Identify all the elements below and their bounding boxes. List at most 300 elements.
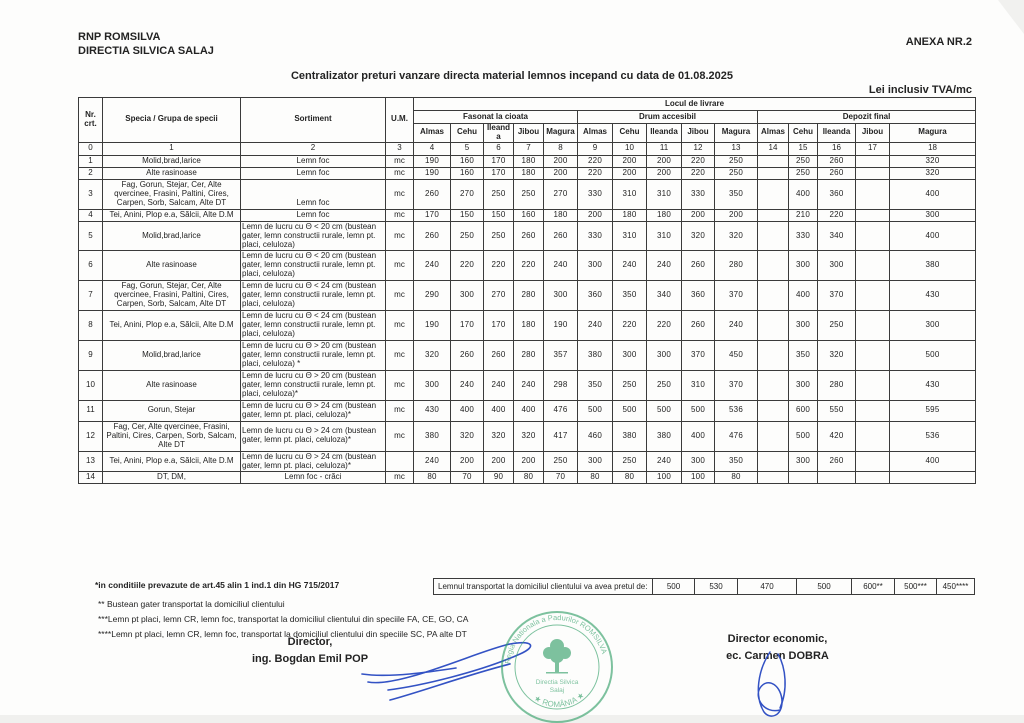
price-cell: 150 [451, 209, 484, 221]
price-cell: 200 [544, 155, 578, 167]
price-cell [758, 167, 789, 179]
price-cell [856, 167, 890, 179]
price-cell: 320 [890, 167, 976, 179]
table-row [79, 370, 976, 400]
price-cell [758, 281, 789, 311]
org-name: RNP ROMSILVA [78, 31, 161, 43]
price-cell: 500 [578, 400, 613, 421]
price-cell: 200 [484, 451, 514, 472]
header-city: Almas [414, 124, 451, 143]
price-cell: 260 [514, 221, 544, 251]
price-cell: 260 [414, 179, 451, 209]
table-row [79, 451, 976, 472]
price-cell [856, 311, 890, 341]
price-cell [856, 209, 890, 221]
col-number: 12 [682, 142, 715, 155]
price-cell: 430 [414, 400, 451, 421]
document-title: Centralizator preturi vanzare directa material lemnos incepand cu data de 01.08.2025 [290, 70, 733, 82]
price-cell: 160 [514, 209, 544, 221]
price-cell: 300 [578, 451, 613, 472]
price-cell: 536 [715, 400, 758, 421]
price-cell: 595 [890, 400, 976, 421]
species-cell: Alte rasinoase [103, 167, 241, 179]
price-cell: 90 [484, 472, 514, 484]
price-cell: 500 [613, 400, 647, 421]
species-cell: Tei, Anini, Plop e.a, Sălcii, Alte D.M [103, 311, 241, 341]
director-economic-name: ec. Carmen DOBRA [726, 650, 829, 663]
um-cell: mc [386, 221, 414, 251]
species-cell: Molid,brad,larice [103, 341, 241, 371]
price-cell: 357 [544, 341, 578, 371]
price-cell: 298 [544, 370, 578, 400]
table-row [79, 251, 976, 281]
price-cell: 430 [890, 281, 976, 311]
price-cell: 290 [414, 281, 451, 311]
price-cell: 476 [715, 421, 758, 451]
price-cell: 360 [818, 179, 856, 209]
price-cell: 190 [414, 155, 451, 167]
price-cell: 180 [514, 167, 544, 179]
sortiment-cell: Lemn foc [241, 155, 386, 167]
price-cell: 350 [715, 179, 758, 209]
sortiment-cell: Lemn foc - crăci [241, 472, 386, 484]
price-cell: 320 [414, 341, 451, 371]
header-city: Jibou [682, 124, 715, 143]
price-cell: 180 [613, 209, 647, 221]
transport-price: 530 [694, 579, 737, 594]
price-cell: 200 [715, 209, 758, 221]
col-number: 11 [647, 142, 682, 155]
row-number: 5 [79, 221, 103, 251]
price-cell: 260 [818, 167, 856, 179]
price-cell: 310 [613, 221, 647, 251]
stamp-center-line1: Directia Silvica [535, 679, 579, 686]
price-cell: 70 [544, 472, 578, 484]
price-cell: 170 [484, 311, 514, 341]
table-row [79, 167, 976, 179]
price-cell: 180 [647, 209, 682, 221]
stamp-ring-bottom-text: ★ ROMÂNIA ★ [532, 690, 587, 710]
sortiment-cell: Lemn foc [241, 179, 386, 209]
price-cell [856, 179, 890, 209]
director-economic-title: Director economic, [727, 633, 828, 645]
sortiment-cell: Lemn de lucru cu Θ > 24 cm (bustean gater, lemn pt. placi, celuloza)* [241, 400, 386, 421]
price-cell: 270 [451, 179, 484, 209]
price-cell: 320 [451, 421, 484, 451]
col-number: 6 [484, 142, 514, 155]
price-cell [890, 472, 976, 484]
sortiment-cell: Lemn de lucru cu Θ > 24 cm (bustean gater, lemn pt. placi, celuloza)* [241, 451, 386, 472]
species-cell: Alte rasinoase [103, 370, 241, 400]
header-city: Ileanda [818, 124, 856, 143]
species-cell: Tei, Anini, Plop e.a, Sălcii, Alte D.M [103, 209, 241, 221]
row-number: 8 [79, 311, 103, 341]
price-cell: 280 [715, 251, 758, 281]
price-cell [856, 281, 890, 311]
price-cell: 220 [578, 155, 613, 167]
footnote-2: ** Bustean gater transportat la domiciliul clientului [98, 599, 285, 609]
price-cell: 330 [578, 179, 613, 209]
price-cell: 160 [451, 155, 484, 167]
price-cell: 80 [578, 472, 613, 484]
price-cell: 400 [682, 421, 715, 451]
header-group-fasonat: Fasonat la cioata [414, 111, 578, 124]
row-number: 1 [79, 155, 103, 167]
price-cell: 250 [715, 167, 758, 179]
header-city: Magura [544, 124, 578, 143]
table-row [79, 400, 976, 421]
header-group-depozit: Depozit final [758, 111, 976, 124]
price-cell: 450 [715, 341, 758, 371]
price-cell [758, 341, 789, 371]
um-cell: mc [386, 472, 414, 484]
price-cell: 220 [613, 311, 647, 341]
price-cell: 240 [647, 451, 682, 472]
price-cell: 250 [613, 451, 647, 472]
header-species: Specia / Grupa de specii [103, 98, 241, 143]
species-cell: DT, DM, [103, 472, 241, 484]
price-cell: 420 [818, 421, 856, 451]
price-cell [856, 341, 890, 371]
price-cell: 170 [484, 167, 514, 179]
table-row [79, 281, 976, 311]
price-cell: 250 [818, 311, 856, 341]
price-cell: 240 [514, 370, 544, 400]
price-cell: 300 [578, 251, 613, 281]
price-cell: 260 [414, 221, 451, 251]
price-cell: 80 [613, 472, 647, 484]
price-cell: 310 [613, 179, 647, 209]
header-city: Magura [890, 124, 976, 143]
price-cell: 300 [613, 341, 647, 371]
sortiment-cell: Lemn de lucru cu Θ < 20 cm (bustean gater, lemn constructii rurale, lemn pt. placi, celuloza) [241, 251, 386, 281]
price-table [78, 97, 976, 484]
price-cell: 200 [514, 451, 544, 472]
col-number: 8 [544, 142, 578, 155]
price-cell [758, 472, 789, 484]
price-cell: 500 [890, 341, 976, 371]
col-number: 2 [241, 142, 386, 155]
price-cell: 320 [514, 421, 544, 451]
handwritten-signature-right [740, 648, 810, 723]
price-cell: 200 [544, 167, 578, 179]
header-city: Almas [578, 124, 613, 143]
price-cell: 400 [789, 281, 818, 311]
price-cell: 240 [715, 311, 758, 341]
um-cell: mc [386, 209, 414, 221]
price-cell: 270 [544, 179, 578, 209]
price-cell: 310 [647, 221, 682, 251]
price-cell: 460 [578, 421, 613, 451]
price-cell [789, 472, 818, 484]
row-number: 9 [79, 341, 103, 371]
price-cell: 400 [484, 400, 514, 421]
price-cell: 200 [451, 451, 484, 472]
row-number: 6 [79, 251, 103, 281]
price-cell [758, 221, 789, 251]
footnote-4: ****Lemn pt placi, lemn CR, lemn foc, transportat la domiciliul clientului din speciile SC, PA alte DT [98, 628, 467, 639]
price-cell: 220 [578, 167, 613, 179]
header-row-colnumbers [79, 142, 976, 155]
stamp-tree-icon [543, 639, 571, 674]
um-cell: mc [386, 400, 414, 421]
price-cell: 300 [789, 451, 818, 472]
price-cell: 260 [818, 451, 856, 472]
sortiment-cell: Lemn foc [241, 167, 386, 179]
price-cell: 250 [647, 370, 682, 400]
price-cell [758, 370, 789, 400]
transport-label: Lemnul transportat la domiciliul clientului va avea pretul de: [438, 582, 648, 591]
row-number: 10 [79, 370, 103, 400]
price-cell: 200 [613, 167, 647, 179]
price-table-body [79, 155, 976, 484]
col-number: 15 [789, 142, 818, 155]
col-number: 1 [103, 142, 241, 155]
price-cell: 220 [514, 251, 544, 281]
price-cell: 250 [789, 155, 818, 167]
price-cell: 170 [451, 311, 484, 341]
price-cell: 300 [890, 311, 976, 341]
header-city: Magura [715, 124, 758, 143]
col-number: 9 [578, 142, 613, 155]
um-cell: mc [386, 370, 414, 400]
currency-note: Lei inclusiv TVA/mc [868, 84, 972, 96]
price-cell: 170 [484, 155, 514, 167]
col-number: 18 [890, 142, 976, 155]
table-row [79, 209, 976, 221]
col-number: 5 [451, 142, 484, 155]
col-number: 3 [386, 142, 414, 155]
price-cell: 270 [484, 281, 514, 311]
price-cell: 300 [451, 281, 484, 311]
price-cell: 500 [789, 421, 818, 451]
col-number: 7 [514, 142, 544, 155]
price-cell: 160 [451, 167, 484, 179]
price-cell: 100 [647, 472, 682, 484]
price-cell [856, 251, 890, 281]
price-cell: 210 [789, 209, 818, 221]
header-delivery-title: Locul de livrare [414, 98, 976, 111]
price-cell: 250 [484, 179, 514, 209]
price-cell: 400 [890, 179, 976, 209]
price-cell: 320 [715, 221, 758, 251]
um-cell: mc [386, 311, 414, 341]
price-cell: 536 [890, 421, 976, 451]
sortiment-cell: Lemn de lucru cu Θ > 24 cm (bustean gater, lemn pt. placi, celuloza)* [241, 421, 386, 451]
price-cell: 370 [818, 281, 856, 311]
price-cell: 370 [682, 341, 715, 371]
header-city: Ileanda [647, 124, 682, 143]
price-cell: 200 [613, 155, 647, 167]
price-cell [758, 400, 789, 421]
price-cell: 240 [484, 370, 514, 400]
um-cell: mc [386, 421, 414, 451]
transport-price: 500 [652, 579, 694, 594]
bottom-strip-row [78, 578, 975, 595]
um-cell: mc [386, 179, 414, 209]
director-title: Director, [287, 636, 333, 648]
um-cell [386, 451, 414, 472]
row-number: 11 [79, 400, 103, 421]
price-cell: 280 [514, 281, 544, 311]
header-city: Almas [758, 124, 789, 143]
header-city: Cehu [789, 124, 818, 143]
price-cell: 260 [682, 251, 715, 281]
price-cell: 250 [514, 179, 544, 209]
price-cell [856, 400, 890, 421]
price-cell: 250 [484, 221, 514, 251]
col-number: 10 [613, 142, 647, 155]
price-cell: 190 [414, 311, 451, 341]
um-cell: mc [386, 167, 414, 179]
row-number: 13 [79, 451, 103, 472]
price-cell: 180 [544, 209, 578, 221]
price-cell: 80 [414, 472, 451, 484]
col-number: 4 [414, 142, 451, 155]
header-row-delivery [79, 98, 976, 111]
price-cell: 80 [514, 472, 544, 484]
col-number: 17 [856, 142, 890, 155]
price-cell: 250 [451, 221, 484, 251]
price-cell: 340 [818, 221, 856, 251]
species-cell: Fag, Gorun, Stejar, Cer, Alte qvercinee, Frasini, Paltini, Cires, Carpen, Sorb, Salcam, Alte DT [103, 179, 241, 209]
price-cell: 350 [715, 451, 758, 472]
price-cell [758, 209, 789, 221]
price-cell: 380 [414, 421, 451, 451]
um-cell: mc [386, 341, 414, 371]
price-cell: 380 [890, 251, 976, 281]
stamp-center-line2: Salaj [549, 687, 565, 694]
row-number: 3 [79, 179, 103, 209]
price-cell: 260 [682, 311, 715, 341]
transport-price-strip [433, 578, 975, 595]
sortiment-cell: Lemn de lucru cu Θ > 20 cm (bustean gater, lemn constructii rurale, lemn pt. placi, celuloza)* [241, 370, 386, 400]
price-cell [758, 311, 789, 341]
price-cell: 220 [682, 167, 715, 179]
price-cell: 360 [682, 281, 715, 311]
table-row [79, 421, 976, 451]
price-cell: 430 [890, 370, 976, 400]
header-group-drum: Drum accesibil [578, 111, 758, 124]
price-cell [758, 251, 789, 281]
species-cell: Molid,brad,larice [103, 155, 241, 167]
species-cell: Fag, Cer, Alte qvercinee, Frasini, Paltini, Cires, Carpen, Sorb, Salcam, Alte DT [103, 421, 241, 451]
price-cell: 250 [613, 370, 647, 400]
price-cell: 190 [544, 311, 578, 341]
sortiment-cell: Lemn de lucru cu Θ > 20 cm (bustean gater, lemn constructii rurale, lemn pt. placi, celuloza) * [241, 341, 386, 371]
price-cell: 70 [451, 472, 484, 484]
price-cell: 300 [789, 311, 818, 341]
row-number: 2 [79, 167, 103, 179]
round-official-stamp [498, 608, 616, 723]
transport-price: 600** [851, 579, 894, 594]
price-cell: 200 [647, 167, 682, 179]
row-number: 4 [79, 209, 103, 221]
species-cell: Alte rasinoase [103, 251, 241, 281]
price-cell [758, 421, 789, 451]
transport-price: 500*** [894, 579, 936, 594]
price-cell: 240 [414, 251, 451, 281]
price-cell [856, 370, 890, 400]
price-cell: 380 [647, 421, 682, 451]
price-cell: 476 [544, 400, 578, 421]
price-cell: 280 [818, 370, 856, 400]
price-cell: 300 [682, 451, 715, 472]
price-cell: 550 [818, 400, 856, 421]
price-cell: 300 [818, 251, 856, 281]
price-cell: 350 [613, 281, 647, 311]
price-cell [856, 451, 890, 472]
species-cell: Fag, Gorun, Stejar, Cer, Alte qvercinee, Frasini, Paltini, Cires, Carpen, Sorb, Salcam, Alte DT [103, 281, 241, 311]
header-city: Cehu [451, 124, 484, 143]
um-cell: mc [386, 251, 414, 281]
price-cell: 220 [484, 251, 514, 281]
header-city: Jibou [514, 124, 544, 143]
sortiment-cell: Lemn foc [241, 209, 386, 221]
price-cell: 370 [715, 370, 758, 400]
price-cell: 370 [715, 281, 758, 311]
price-cell: 280 [514, 341, 544, 371]
price-cell: 170 [414, 209, 451, 221]
price-cell: 220 [647, 311, 682, 341]
price-cell: 300 [544, 281, 578, 311]
price-cell: 310 [647, 179, 682, 209]
header-city: Jibou [856, 124, 890, 143]
price-cell [856, 155, 890, 167]
sortiment-cell: Lemn de lucru cu Θ < 24 cm (bustean gater, lemn constructii rurale, lemn pt. placi, celuloza) [241, 311, 386, 341]
price-cell: 250 [715, 155, 758, 167]
price-cell [856, 221, 890, 251]
um-cell: mc [386, 281, 414, 311]
price-cell: 260 [818, 155, 856, 167]
header-nr: Nr. crt. [79, 98, 103, 143]
price-cell: 300 [414, 370, 451, 400]
price-cell: 380 [578, 341, 613, 371]
price-cell: 260 [544, 221, 578, 251]
price-cell: 240 [647, 251, 682, 281]
price-cell: 400 [514, 400, 544, 421]
org-branch: DIRECTIA SILVICA SALAJ [78, 45, 214, 58]
header-sortiment: Sortiment [241, 98, 386, 143]
price-cell: 320 [890, 155, 976, 167]
header-city: Cehu [613, 124, 647, 143]
table-row [79, 221, 976, 251]
director-name: ing. Bogdan Emil POP [251, 653, 369, 666]
price-cell: 300 [789, 370, 818, 400]
price-cell: 240 [578, 311, 613, 341]
table-row [79, 179, 976, 209]
transport-price: 500 [796, 579, 851, 594]
col-number: 16 [818, 142, 856, 155]
price-cell: 300 [890, 209, 976, 221]
price-cell: 500 [647, 400, 682, 421]
price-cell: 260 [484, 341, 514, 371]
price-cell: 600 [789, 400, 818, 421]
transport-price: 450**** [936, 579, 974, 594]
transport-price: 470 [737, 579, 796, 594]
col-number: 13 [715, 142, 758, 155]
footnote-1: *in conditiile prevazute de art.45 alin 1 ind.1 din HG 715/2017 [95, 580, 340, 590]
price-cell: 350 [578, 370, 613, 400]
price-cell [856, 472, 890, 484]
price-cell: 330 [682, 179, 715, 209]
stamp-ring-text: Regia Nationala a Padurilor ROMSILVA [503, 612, 609, 665]
price-cell: 250 [789, 167, 818, 179]
price-cell: 150 [484, 209, 514, 221]
price-cell: 180 [514, 155, 544, 167]
letterhead [78, 30, 214, 59]
row-number: 14 [79, 472, 103, 484]
